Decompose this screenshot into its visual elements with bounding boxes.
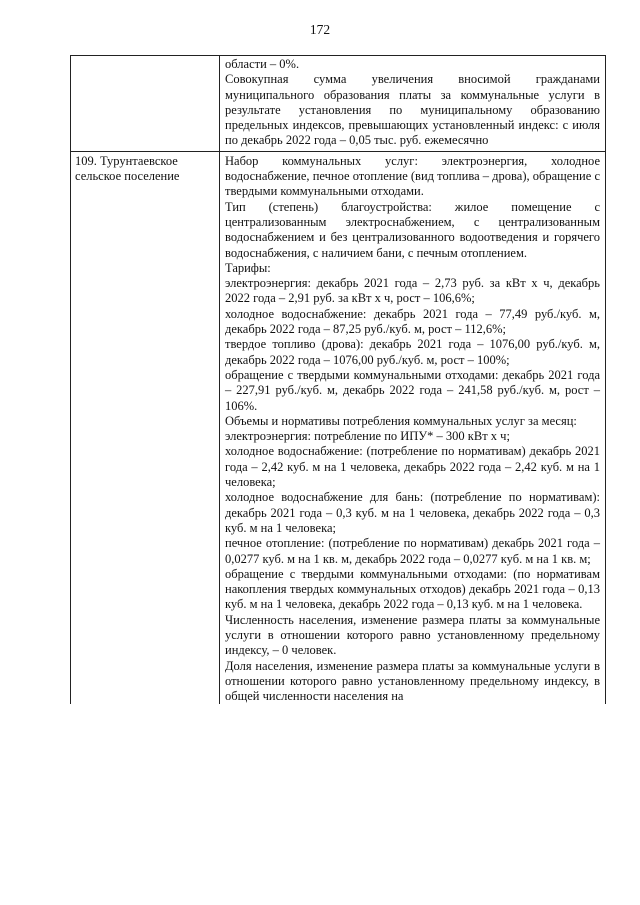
paragraph: Набор коммунальных услуг: электроэнергия, холодное водоснабжение, печное отопление (вид топлива – дрова), обращение с твердыми коммунальными отходами. [225,153,600,199]
paragraph: печное отопление: (потребление по нормативам) декабрь 2021 года – 0,0277 куб. м на 1 кв. м, декабрь 2022 года – 0,0277 куб. м на 1 кв. м; [225,536,600,566]
paragraph: твердое топливо (дрова): декабрь 2021 года – 1076,00 руб./куб. м, декабрь 2022 года – 1076,00 руб./куб. м, рост – 100%; [225,337,600,367]
table-cell-description [220,152,606,705]
table-cell-description [220,56,606,151]
paragraph: Тарифы: [225,260,271,275]
table-row [70,56,606,152]
document-table [70,55,606,704]
paragraph: Численность населения, изменение размера платы за коммунальные услуги в отношении которого равно установленному предельному индексу, – 0 человек. [225,612,600,658]
paragraph: Тип (степень) благоустройства: жилое помещение с централизованным электроснабжением, с централизованным водоснабжением и без централизованного водоотведения и горячего водоснабжения, с наличием бани, с печным отоплением. [225,199,600,260]
paragraph: холодное водоснабжение: (потребление по нормативам) декабрь 2021 года – 2,42 куб. м на 1 человека, декабрь 2022 года – 2,42 куб. м на 1 человека; [225,444,600,490]
paragraph: холодное водоснабжение для бань: (потребление по нормативам): декабрь 2021 года – 0,3 куб. м на 1 человека, декабрь 2022 года – 0,3 куб. м на 1 человека; [225,490,600,535]
table-cell-municipality [70,56,220,151]
page-number: 172 [309,22,331,37]
paragraph: Доля населения, изменение размера платы за коммунальные услуги в отношении которого равно установленному предельному индексу, в общей численности населения на [225,658,600,704]
table-cell-municipality: 109. Турунтаевское сельское поселение [70,152,220,705]
paragraph: обращение с твердыми коммунальными отходами: (по нормативам накопления твердых коммунальных отходов) декабрь 2021 года – 0,13 куб. м на 1 человека, декабрь 2022 года – 0,13 куб. м на 1 человека. [225,566,600,612]
paragraph: электроэнергия: потребление по ИПУ* – 300 кВт х ч; [225,429,510,444]
paragraph: Совокупная сумма увеличения вносимой гражданами муниципального образования платы за коммунальные услуги в результате установления по муниципальному образованию предельных индексов, превышающих установленный индекс: с июля по декабрь 2022 года – 0,05 тыс. руб. ежемесячно [225,72,600,148]
paragraph: области – 0%. [225,57,300,71]
paragraph: электроэнергия: декабрь 2021 года – 2,73 руб. за кВт х ч, декабрь 2022 года – 2,91 руб. за кВт х ч, рост – 106,6%; [225,276,600,306]
paragraph: Объемы и нормативы потребления коммунальных услуг за месяц: [225,413,577,428]
paragraph: холодное водоснабжение: декабрь 2021 года – 77,49 руб./куб. м, декабрь 2022 года – 87,25 руб./куб. м, рост – 112,6%; [225,306,600,337]
table-row [70,152,606,705]
paragraph: обращение с твердыми коммунальными отходами: декабрь 2021 года – 227,91 руб./куб. м, декабрь 2022 года – 241,58 руб./куб. м, рост – 106%. [225,367,600,413]
